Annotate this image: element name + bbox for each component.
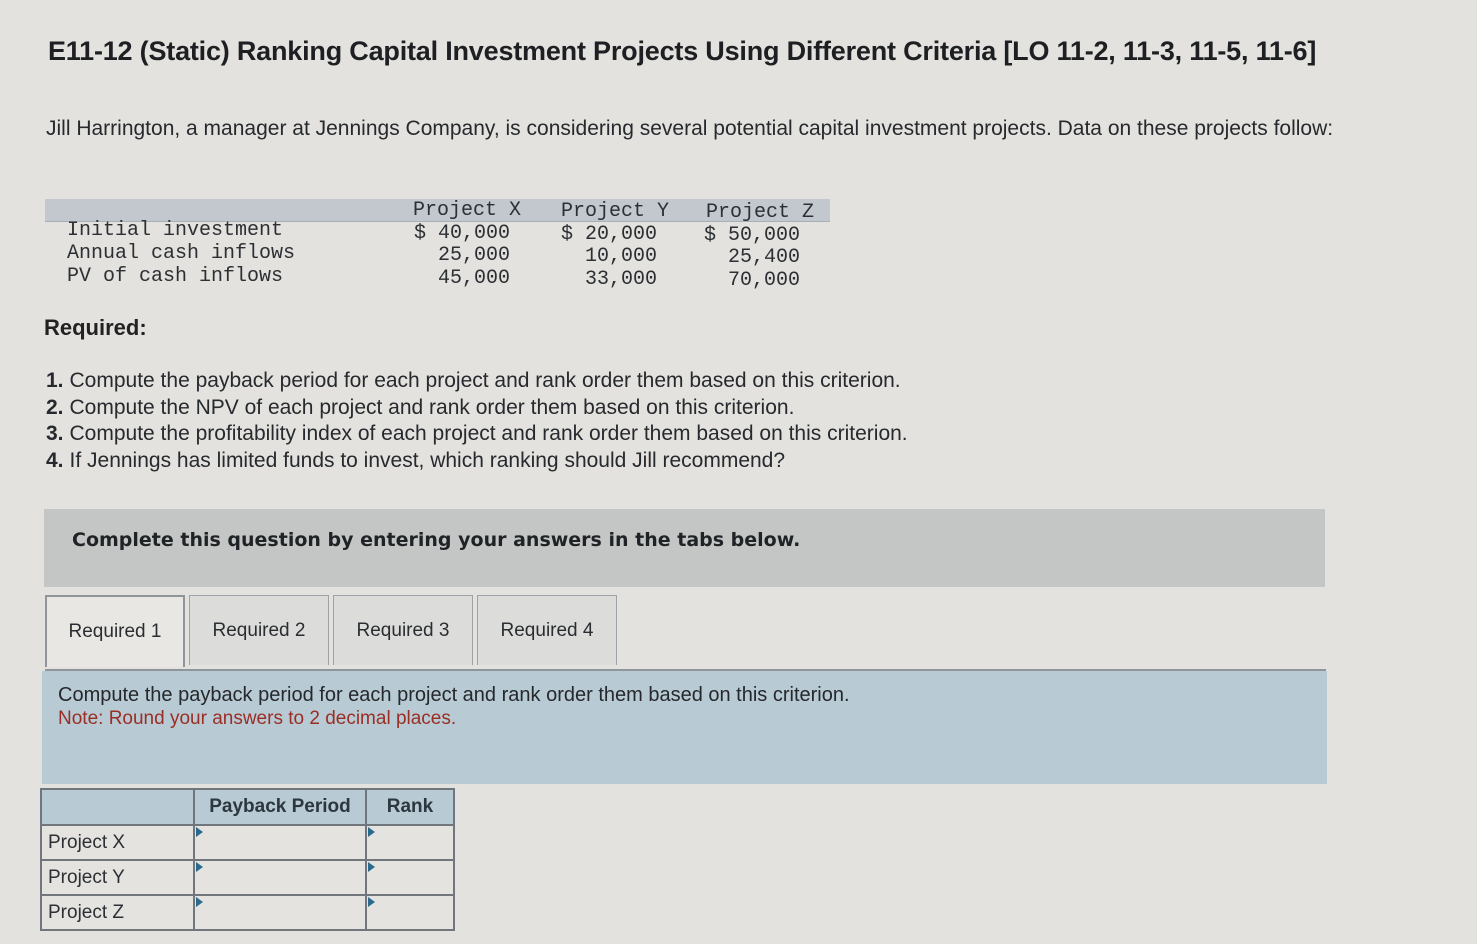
table-row bbox=[41, 895, 454, 930]
payback-input-cell bbox=[194, 825, 366, 860]
data-table-header-project-y: Project Y bbox=[561, 200, 670, 223]
required-heading: Required: bbox=[44, 315, 147, 340]
requirement-item-2: 2. Compute the NPV of each project and rank order them based on this criterion. bbox=[46, 395, 795, 419]
tab-required-2[interactable]: Required 2 bbox=[189, 595, 329, 665]
data-table-header-project-x: Project X bbox=[413, 199, 522, 222]
table-row bbox=[41, 825, 454, 860]
answer-table-corner bbox=[41, 789, 194, 825]
header-rank: Rank bbox=[366, 789, 454, 825]
cell-x-annual-cash-inflows: 25,000 bbox=[437, 244, 510, 267]
cell-z-annual-cash-inflows: 25,400 bbox=[727, 246, 800, 269]
data-table-header-project-z: Project Z bbox=[706, 201, 815, 224]
row-label-project-x: Project X bbox=[41, 825, 194, 860]
input-marker-icon bbox=[196, 827, 203, 837]
tab-required-3[interactable]: Required 3 bbox=[333, 595, 473, 665]
tab-required-4[interactable]: Required 4 bbox=[477, 595, 617, 665]
table-row bbox=[41, 860, 454, 895]
intro-text: Jill Harrington, a manager at Jennings Company, is considering several potential capital investment projects. Data on these projects follow: bbox=[46, 117, 1334, 140]
answer-table-header-row bbox=[41, 789, 454, 825]
rank-input-project-y[interactable] bbox=[367, 861, 453, 894]
header-payback-period: Payback Period bbox=[194, 789, 366, 825]
cell-z-initial-investment: $ 50,000 bbox=[703, 224, 800, 247]
requirement-item-4: 4. If Jennings has limited funds to invest, which ranking should Jill recommend? bbox=[46, 448, 786, 472]
rank-input-project-z[interactable] bbox=[367, 896, 453, 929]
rank-input-project-x[interactable] bbox=[367, 826, 453, 859]
answer-table bbox=[40, 788, 455, 931]
rank-input-cell bbox=[366, 825, 454, 860]
cell-x-pv-cash-inflows: 45,000 bbox=[437, 267, 510, 290]
cell-y-annual-cash-inflows: 10,000 bbox=[584, 245, 657, 268]
row-label-project-y: Project Y bbox=[41, 860, 194, 895]
payback-input-project-z[interactable] bbox=[195, 896, 365, 929]
row-label-annual-cash-inflows: Annual cash inflows bbox=[67, 242, 296, 265]
requirement-item-1: 1. Compute the payback period for each project and rank order them based on this criterion. bbox=[46, 369, 901, 392]
cell-x-initial-investment: $ 40,000 bbox=[413, 222, 510, 245]
input-marker-icon bbox=[368, 897, 375, 907]
input-marker-icon bbox=[368, 862, 375, 872]
payback-input-cell bbox=[194, 860, 366, 895]
payback-input-project-y[interactable] bbox=[195, 861, 365, 894]
input-marker-icon bbox=[196, 862, 203, 872]
payback-input-cell bbox=[194, 895, 366, 930]
cell-y-pv-cash-inflows: 33,000 bbox=[584, 268, 657, 291]
instruction-panel bbox=[42, 671, 1327, 784]
row-label-pv-cash-inflows: PV of cash inflows bbox=[67, 265, 284, 288]
input-marker-icon bbox=[368, 827, 375, 837]
panel-instruction: Compute the payback period for each project and rank order them based on this criterion. bbox=[58, 684, 850, 706]
tab-required-1[interactable]: Required 1 bbox=[45, 595, 185, 667]
input-marker-icon bbox=[196, 897, 203, 907]
row-label-initial-investment: Initial investment bbox=[67, 219, 284, 242]
requirements-list bbox=[46, 368, 908, 474]
rank-input-cell bbox=[366, 895, 454, 930]
requirement-item-3: 3. Compute the profitability index of each project and rank order them based on this criterion. bbox=[46, 422, 908, 445]
row-label-project-z: Project Z bbox=[41, 895, 194, 930]
instruction-bar: Complete this question by entering your answers in the tabs below. bbox=[44, 509, 1325, 587]
payback-input-project-x[interactable] bbox=[195, 826, 365, 859]
rank-input-cell bbox=[366, 860, 454, 895]
tab-bar bbox=[45, 595, 621, 667]
panel-note: Note: Round your answers to 2 decimal places. bbox=[58, 708, 457, 729]
cell-y-initial-investment: $ 20,000 bbox=[560, 223, 657, 246]
cell-z-pv-cash-inflows: 70,000 bbox=[727, 269, 800, 292]
page-title: E11-12 (Static) Ranking Capital Investment Projects Using Different Criteria [LO 11-2, 11-3, 11-5, 11-6] bbox=[48, 36, 1317, 66]
